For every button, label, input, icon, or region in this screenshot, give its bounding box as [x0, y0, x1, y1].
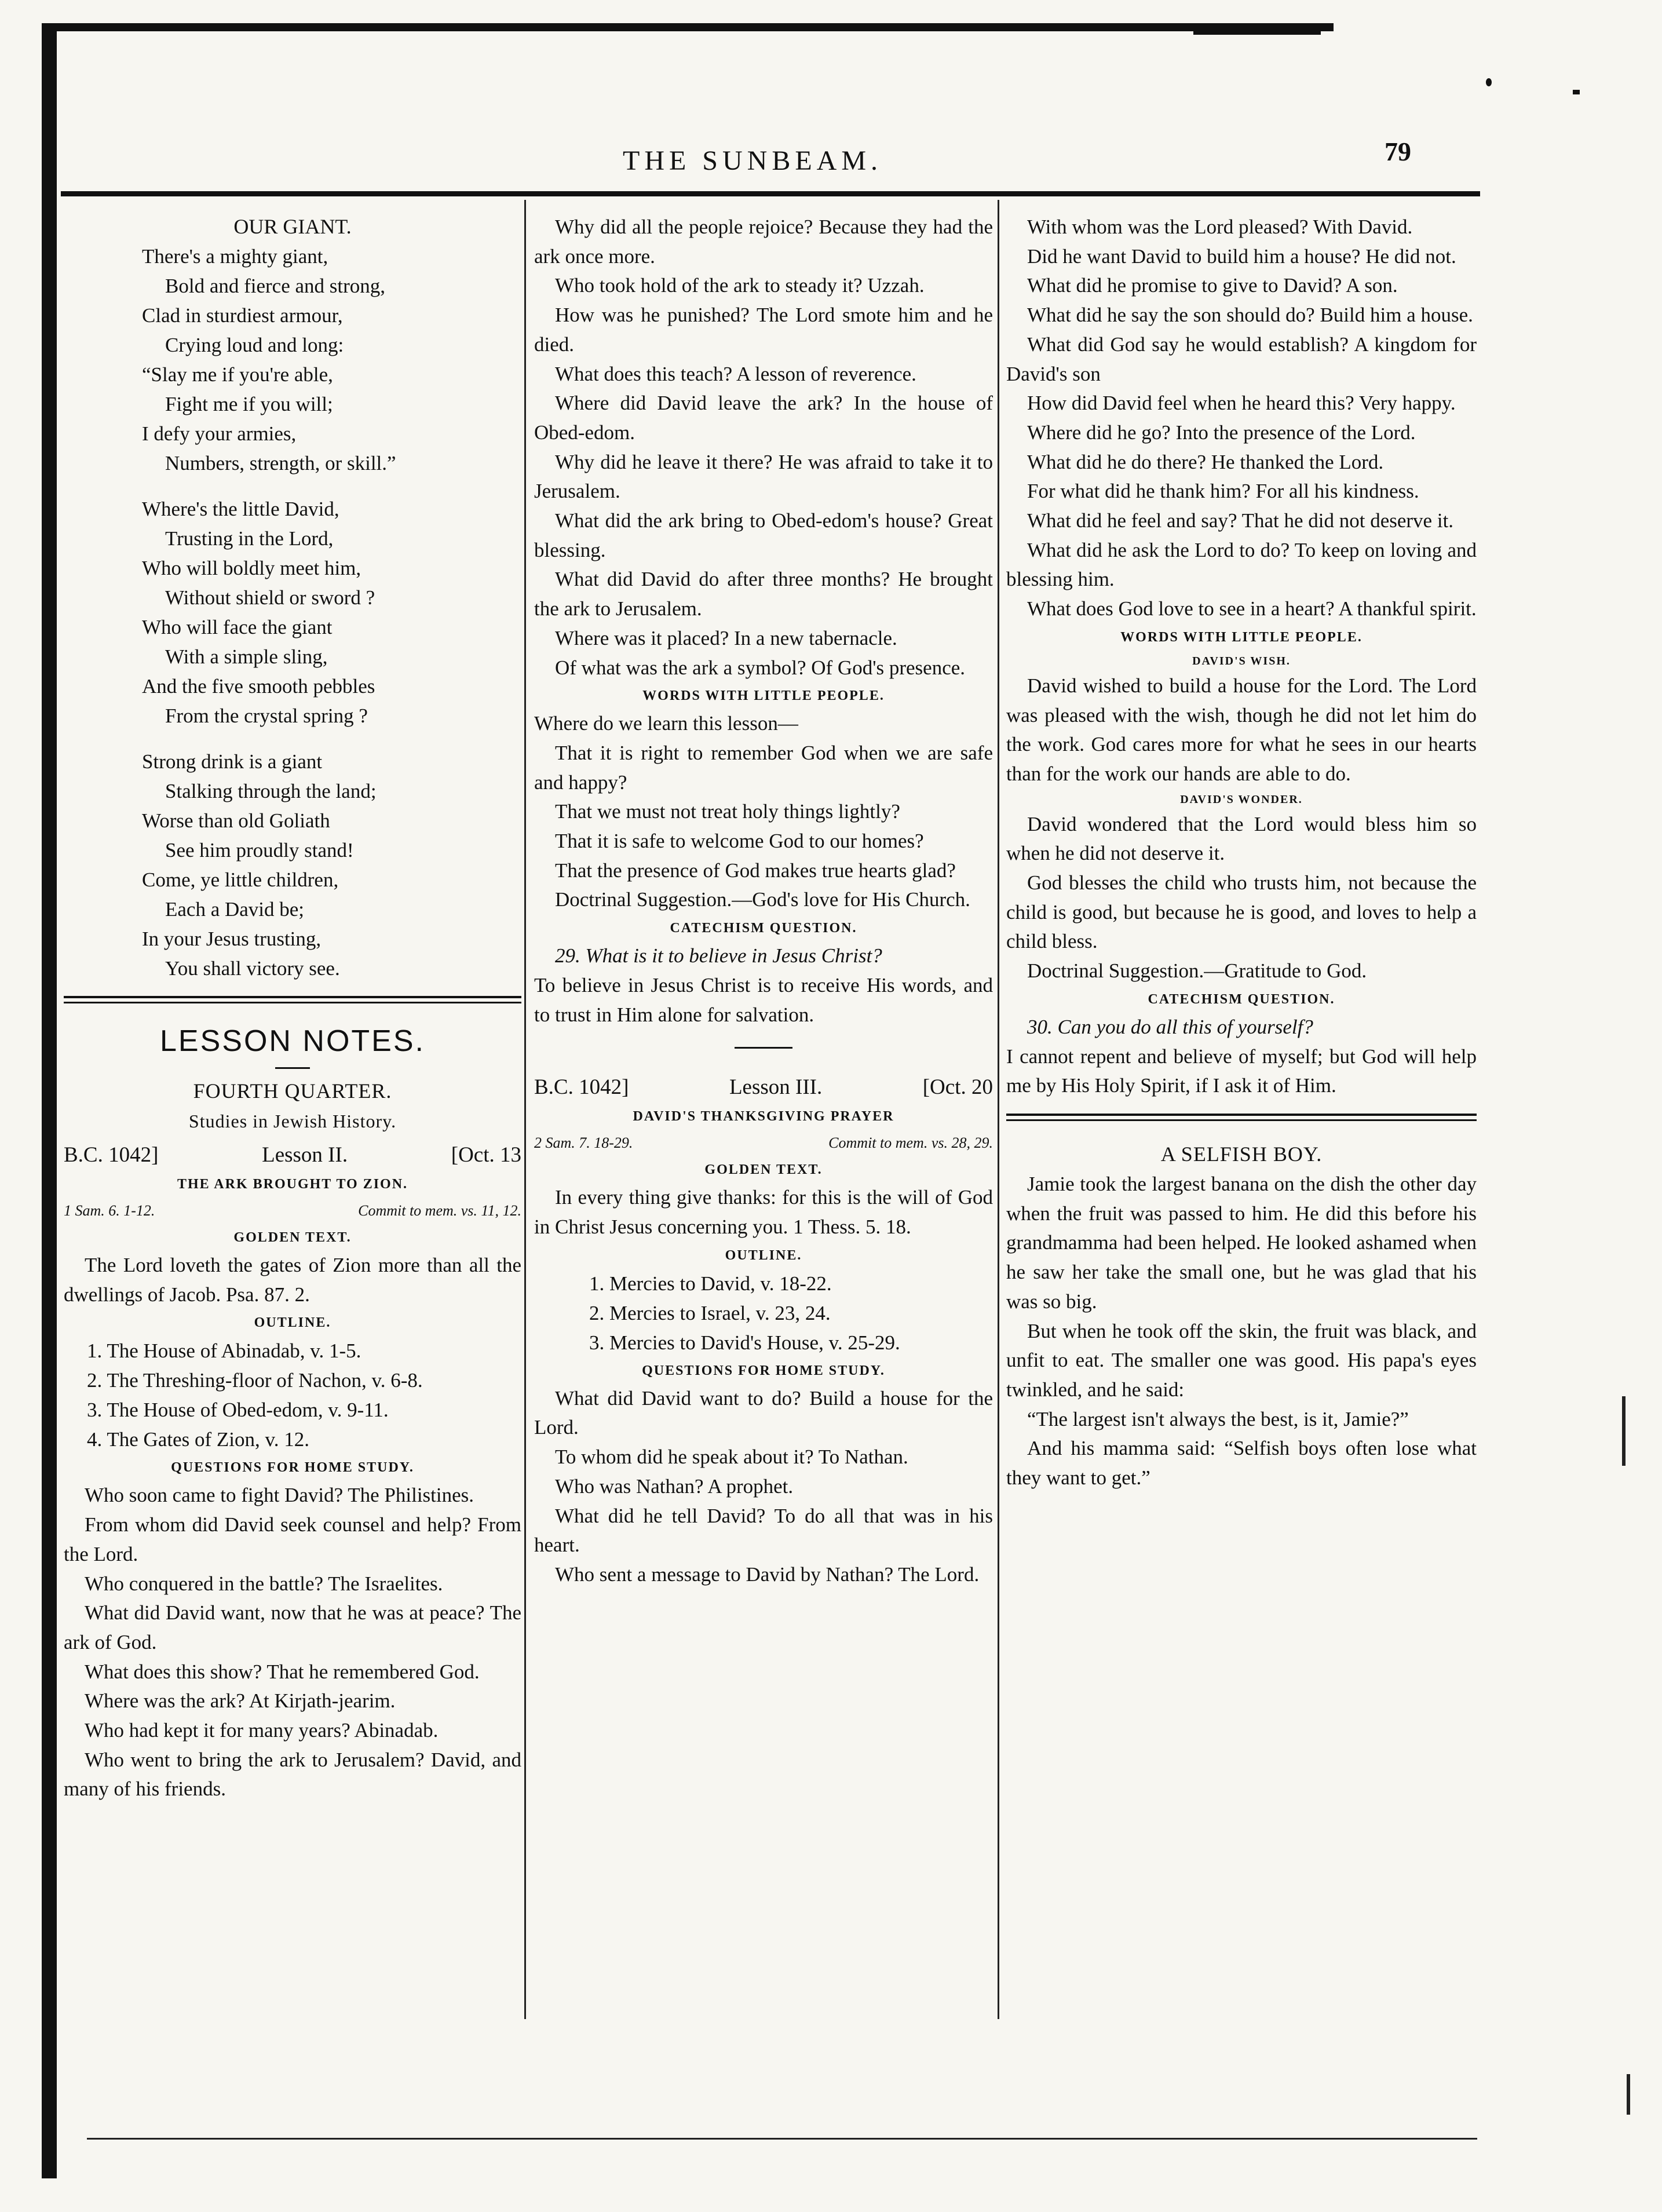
question: What did God say he would establish? A kingdom for David's son — [1006, 333, 1477, 385]
page-edge-left — [42, 23, 57, 2178]
poem-line: Come, ye little children, — [142, 868, 339, 891]
question: What did he tell David? To do all that was in his heart. — [534, 1504, 993, 1557]
poem — [64, 242, 521, 983]
outline-item: 1. The House of Abinadab, v. 1-5. — [87, 1339, 361, 1363]
footer-rule — [87, 2138, 1477, 2140]
ref-right: Commit to mem. vs. 28, 29. — [828, 1134, 993, 1152]
golden-text-label: GOLDEN TEXT. — [704, 1162, 823, 1178]
lesson-date: [Oct. 20 — [922, 1075, 993, 1100]
lesson-date: [Oct. 13 — [451, 1143, 521, 1167]
poem-line: With a simple sling, — [165, 645, 328, 668]
poem-line: Where's the little David, — [142, 498, 339, 520]
question: Who sent a message to David by Nathan? The Lord. — [555, 1563, 980, 1586]
poem-line: Without shield or sword ? — [165, 586, 375, 609]
catechism-label: CATECHISM QUESTION. — [1148, 991, 1335, 1007]
catechism-answer: To believe in Jesus Christ is to receive His words, and to trust in Him alone for salvation. — [534, 973, 993, 1026]
column-3 — [1006, 200, 1477, 1493]
outline-label: OUTLINE. — [725, 1247, 802, 1263]
ref-left: 1 Sam. 6. 1-12. — [64, 1202, 155, 1219]
poem-line: Who will face the giant — [142, 616, 333, 638]
outline-item: 2. Mercies to Israel, v. 23, 24. — [589, 1301, 831, 1324]
running-head: THE SUNBEAM. — [623, 145, 883, 176]
question: What did he do there? He thanked the Lord. — [1027, 450, 1384, 473]
question: Who soon came to fight David? The Philistines. — [85, 1484, 474, 1507]
golden-text: In every thing give thanks: for this is the will of God in Christ Jesus concerning you. 1 Thess. 5. 18. — [534, 1186, 993, 1238]
poem-line: Stalking through the land; — [165, 780, 377, 802]
poem-line: Who will boldly meet him, — [142, 557, 361, 579]
question: What did the ark bring to Obed-edom's house? Great blessing. — [534, 509, 993, 561]
poem-line: There's a mighty giant, — [142, 245, 328, 268]
ref-left: 2 Sam. 7. 18-29. — [534, 1134, 633, 1152]
outline-item: 4. The Gates of Zion, v. 12. — [87, 1428, 309, 1451]
lesson-number: Lesson III. — [729, 1075, 823, 1100]
questions-label: QUESTIONS FOR HOME STUDY. — [171, 1460, 414, 1476]
column-divider — [998, 200, 999, 2019]
short-rule — [275, 1067, 310, 1069]
question: What did David do after three months? He brought the ark to Jerusalem. — [534, 568, 993, 620]
question: Who took hold of the ark to steady it? Uzzah. — [555, 274, 925, 297]
poem-line: In your Jesus trusting, — [142, 928, 322, 950]
outline-label: OUTLINE. — [254, 1315, 331, 1331]
poem-line: From the crystal spring ? — [165, 705, 368, 727]
question: Who was Nathan? A prophet. — [555, 1474, 794, 1498]
question: What does this show? That he remembered God. — [85, 1660, 480, 1683]
wonder-label: DAVID'S WONDER. — [1180, 793, 1303, 806]
studies-heading: Studies in Jewish History. — [188, 1111, 397, 1131]
outline-item: 3. Mercies to David's House, v. 25-29. — [589, 1331, 900, 1354]
column-2 — [534, 200, 993, 1590]
page-edge-top — [42, 23, 1334, 31]
poem-line: Each a David be; — [165, 898, 305, 921]
section-rule — [1006, 1114, 1477, 1121]
question: Where did he go? Into the presence of the Lord. — [1027, 421, 1416, 444]
quarter-heading: FOURTH QUARTER. — [193, 1079, 392, 1103]
question: From whom did David seek counsel and help? From the Lord. — [64, 1513, 521, 1565]
outline-item: 1. Mercies to David, v. 18-22. — [589, 1272, 832, 1295]
ink-speck — [1573, 90, 1580, 94]
page-number: 79 — [1385, 137, 1411, 166]
wish-label: DAVID'S WISH. — [1192, 654, 1291, 667]
lesson-line — [64, 1140, 521, 1171]
poem-line: Bold and fierce and strong, — [165, 275, 386, 297]
doctrinal-suggestion: Doctrinal Suggestion.—Gratitude to God. — [1027, 959, 1367, 983]
story-title: A SELFISH BOY. — [1160, 1142, 1323, 1166]
words-label: WORDS WITH LITTLE PEOPLE. — [642, 688, 885, 704]
question: Who went to bring the ark to Jerusalem? David, and many of his friends. — [64, 1748, 521, 1801]
question: For what did he thank him? For all his kindness. — [1027, 480, 1419, 503]
question: How was he punished? The Lord smote him and he died. — [534, 304, 993, 356]
catechism-question: 29. What is it to believe in Jesus Christ? — [555, 944, 882, 968]
question: What does this teach? A lesson of reverence. — [555, 362, 916, 385]
poem-line: Fight me if you will; — [165, 393, 333, 415]
column-1 — [64, 200, 521, 1804]
question: What did David want to do? Build a house for the Lord. — [534, 1386, 993, 1439]
outline-item: 2. The Threshing-floor of Nachon, v. 6-8. — [87, 1369, 423, 1392]
golden-text-label: GOLDEN TEXT. — [233, 1230, 352, 1245]
lesson-title: DAVID'S THANKSGIVING PRAYER — [633, 1109, 894, 1125]
catechism-label: CATECHISM QUESTION. — [670, 921, 857, 936]
words-intro: Where do we learn this lesson— — [534, 712, 798, 735]
question: What did he promise to give to David? A son. — [1027, 274, 1398, 297]
ink-speck — [1486, 78, 1492, 86]
questions-label: QUESTIONS FOR HOME STUDY. — [642, 1363, 885, 1378]
question: Why did he leave it there? He was afraid to take it to Jerusalem. — [534, 450, 993, 503]
scripture-ref — [534, 1130, 993, 1156]
poem-line: Crying loud and long: — [165, 334, 344, 356]
question: Why did all the people rejoice? Because they had the ark once more. — [534, 216, 993, 268]
section-rule — [64, 996, 521, 1003]
question: Where did David leave the ark? In the house of Obed-edom. — [534, 392, 993, 444]
catechism-question: 30. Can you do all this of yourself? — [1027, 1015, 1313, 1038]
question: Who had kept it for many years? Abinadab. — [85, 1719, 439, 1742]
poem-line: I defy your armies, — [142, 422, 297, 445]
words-item: That it is safe to welcome God to our homes? — [555, 830, 924, 853]
doctrinal-suggestion: Doctrinal Suggestion.—God's love for His Church. — [555, 888, 970, 911]
poem-line: You shall victory see. — [165, 957, 340, 980]
column-divider — [524, 200, 526, 2019]
poem-line: See him proudly stand! — [165, 839, 354, 862]
wish-text: David wished to build a house for the Lord. The Lord was pleased with the wish, though he did not let him do the work. God cares more for what he sees in our hearts than for the work our hands are able to do. — [1006, 674, 1477, 785]
margin-mark — [1622, 1396, 1626, 1466]
poem-line: And the five smooth pebbles — [142, 675, 375, 698]
poem-line: “Slay me if you're able, — [142, 363, 333, 386]
question: What did he ask the Lord to do? To keep on loving and blessing him. — [1006, 538, 1477, 591]
question: Where was the ark? At Kirjath-jearim. — [85, 1689, 396, 1713]
lesson-line — [534, 1072, 993, 1103]
words-item: That it is right to remember God when we are safe and happy? — [534, 741, 993, 794]
poem-line: Clad in sturdiest armour, — [142, 304, 343, 327]
wonder-text: God blesses the child who trusts him, not because the child is good, but because he is good, and loves to help a child bless. — [1006, 871, 1477, 953]
story-paragraph: “The largest isn't always the best, is it, Jamie?” — [1027, 1407, 1409, 1430]
outline-item: 3. The House of Obed-edom, v. 9-11. — [87, 1399, 389, 1422]
story-paragraph: Jamie took the largest banana on the dish the other day when the fruit was passed to him. He did this before his grandmamma had been helped. He looked ashamed when he saw her take the small one, but he was glad that his was so big. — [1006, 1172, 1477, 1313]
lesson-number: Lesson II. — [262, 1143, 348, 1167]
question: Who conquered in the battle? The Israelites. — [85, 1572, 443, 1595]
short-rule — [735, 1047, 792, 1049]
words-item: That the presence of God makes true hearts glad? — [555, 859, 956, 882]
margin-mark — [1627, 2074, 1630, 2115]
words-item: That we must not treat holy things lightly? — [555, 800, 900, 823]
question: To whom did he speak about it? To Nathan. — [555, 1446, 908, 1469]
poem-line: Numbers, strength, or skill.” — [165, 452, 396, 474]
catechism-answer: I cannot repent and believe of myself; but God will help me by His Holy Spirit, if I ask it of Him. — [1006, 1045, 1477, 1097]
lesson-title: THE ARK BROUGHT TO ZION. — [177, 1177, 408, 1192]
question: What did David want, now that he was at peace? The ark of God. — [64, 1601, 521, 1653]
lesson-year: B.C. 1042] — [64, 1143, 159, 1167]
ref-right: Commit to mem. vs. 11, 12. — [358, 1202, 521, 1219]
question: What did he feel and say? That he did not deserve it. — [1027, 509, 1454, 532]
poem-title: OUR GIANT. — [233, 215, 352, 238]
question: What did he say the son should do? Build him a house. — [1027, 304, 1473, 327]
question: With whom was the Lord pleased? With David. — [1027, 216, 1413, 238]
question: What does God love to see in a heart? A thankful spirit. — [1027, 597, 1477, 620]
question: Of what was the ark a symbol? Of God's presence. — [555, 656, 966, 679]
poem-line: Trusting in the Lord, — [165, 527, 334, 550]
wonder-text: David wondered that the Lord would bless him so when he did not deserve it. — [1006, 812, 1477, 865]
poem-line: Worse than old Goliath — [142, 809, 330, 832]
story-paragraph: But when he took off the skin, the fruit was black, and unfit to eat. The smaller one was good. His papa's eyes twinkled, and he said: — [1006, 1319, 1477, 1401]
golden-text: The Lord loveth the gates of Zion more than all the dwellings of Jacob. Psa. 87. 2. — [64, 1254, 521, 1306]
question: Where was it placed? In a new tabernacle. — [555, 626, 897, 649]
lesson-year: B.C. 1042] — [534, 1075, 629, 1100]
page-edge-top-heavy — [1193, 23, 1321, 35]
question: How did David feel when he heard this? Very happy. — [1027, 392, 1456, 415]
words-label: WORDS WITH LITTLE PEOPLE. — [1120, 629, 1363, 645]
story-paragraph: And his mamma said: “Selfish boys often lose what they want to get.” — [1006, 1437, 1477, 1490]
question: Did he want David to build him a house? He did not. — [1027, 244, 1456, 268]
header-rule — [61, 191, 1480, 196]
poem-line: Strong drink is a giant — [142, 750, 323, 773]
scripture-ref — [64, 1198, 521, 1224]
lesson-notes-heading: LESSON NOTES. — [160, 1024, 425, 1058]
